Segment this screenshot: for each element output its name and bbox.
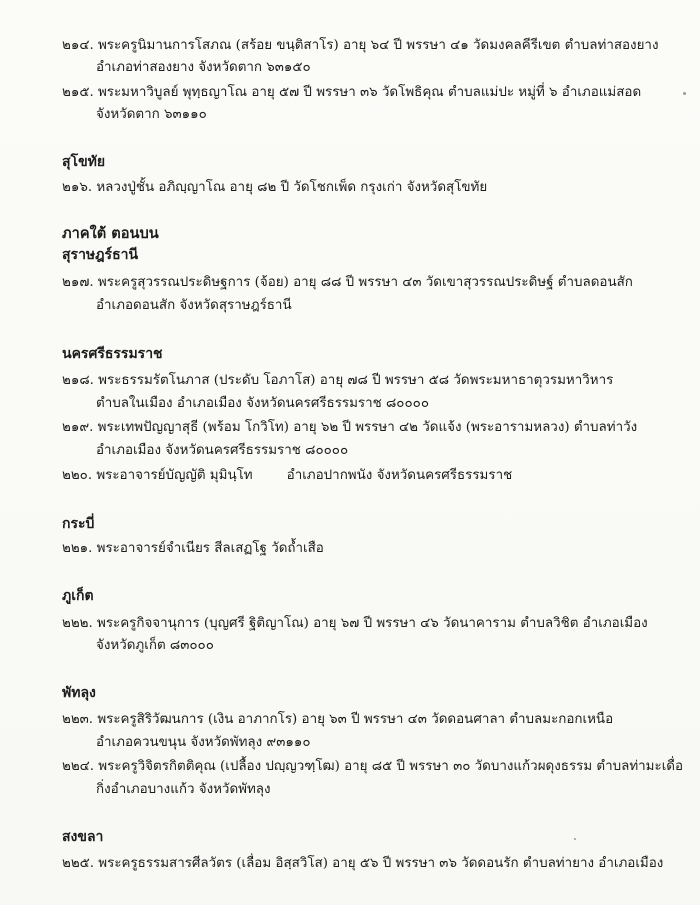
entry-224-line2: กิ่งอำเภอบางแก้ว จังหวัดพัทลุง xyxy=(96,782,271,797)
entry-218-line1: ๒๑๘. พระธรรมรัตโนภาส (ประดับ โอภาโส) อายุ ๗๘ ปี พรรษา ๕๘ วัดพระมหาธาตุวรมหาวิหาร xyxy=(62,373,614,388)
entry-214-line2: อำเภอท่าสองยาง จังหวัดตาก ๖๓๑๕๐ xyxy=(96,60,311,75)
entry-222-line2: จังหวัดภูเก็ต ๘๓๐๐๐ xyxy=(96,638,214,653)
entry-219-line2: อำเภอเมือง จังหวัดนครศรีธรรมราช ๘๐๐๐๐ xyxy=(96,443,349,458)
entry-216-line1: ๒๑๖. หลวงปู่ชั้น อภิญฺญาโณ อายุ ๘๒ ปี วัดโชกเพ็ด กรุงเก่า จังหวัดสุโขทัย xyxy=(62,180,488,195)
province-heading-phatthalung: พัทลุง xyxy=(62,685,96,701)
entry-218-line2: ตำบลในเมือง อำเภอเมือง จังหวัดนครศรีธรรมราช ๘๐๐๐๐ xyxy=(96,396,429,411)
entry-223-line1: ๒๒๓. พระครูสิริวัฒนการ (เงิน อาภากโร) อายุ ๖๓ ปี พรรษา ๔๓ วัดดอนศาลา ตำบลมะกอกเหนือ xyxy=(62,712,614,727)
entry-215-line2: จังหวัดตาก ๖๓๑๑๐ xyxy=(96,107,207,122)
region-heading-south-upper: ภาคใต้ ตอนบน xyxy=(62,225,159,242)
entry-219-line1: ๒๑๙. พระเทพปัญญาสุธี (พร้อม โกวิโท) อายุ ๖๒ ปี พรรษา ๔๒ วัดแจ้ง (พระอารามหลวง) ตำบลท่าวัง xyxy=(62,420,638,435)
province-heading-surat: สุราษฎร์ธานี xyxy=(62,247,139,263)
entry-223-line2: อำเภอควนขนุน จังหวัดพัทลุง ๙๓๑๑๐ xyxy=(96,735,311,750)
entry-217-line1: ๒๑๗. พระครูสุวรรณประดิษฐการ (จ้อย) อายุ ๘๘ ปี พรรษา ๔๓ วัดเขาสุวรรณประดิษฐ์ ตำบลดอนสัก xyxy=(62,275,633,290)
province-heading-nakhon: นครศรีธรรมราช xyxy=(62,346,163,362)
entry-214-line1: ๒๑๔. พระครูนิมานการโสภณ (สร้อย ขนฺติสาโร) อายุ ๖๔ ปี พรรษา ๔๑ วัดมงคลคีรีเขต ตำบลท่าสองยาง xyxy=(62,38,659,53)
entry-215-line1: ๒๑๕. พระมหาวิบูลย์ พุทฺธญาโณ อายุ ๕๗ ปี พรรษา ๓๖ วัดโพธิคุณ ตำบลแม่ปะ หมู่ที่ ๖ อำเภอแม่สอด xyxy=(62,85,642,100)
entry-222-line1: ๒๒๒. พระครูกิจจานุการ (บุญศรี ฐิติญาโณ) อายุ ๖๗ ปี พรรษา ๔๖ วัดนาคาราม ตำบลวิชิต อำเภอเมือง xyxy=(62,616,648,631)
province-heading-sukhothai: สุโขทัย xyxy=(62,154,106,170)
province-heading-krabi: กระบี่ xyxy=(62,516,95,532)
scan-speck xyxy=(574,838,576,840)
province-heading-songkhla: สงขลา xyxy=(62,829,104,845)
entry-224-line1: ๒๒๔. พระครูวิจิตรกิตติคุณ (เปลื้อง ปญฺญวฑฺโฒ) อายุ ๘๕ ปี พรรษา ๓๐ วัดบางแก้วผดุงธรรม ตำบลท่ามะเดื่อ xyxy=(62,759,684,774)
entry-220-line1: ๒๒๐. พระอาจารย์บัญญัติ มุมินฺโท อำเภอปากพนัง จังหวัดนครศรีธรรมราช xyxy=(62,468,513,483)
entry-221-line1: ๒๒๑. พระอาจารย์จำเนียร สีลเสฏโฐ วัดถ้ำเสือ xyxy=(62,541,324,556)
entry-217-line2: อำเภอดอนสัก จังหวัดสุราษฎร์ธานี xyxy=(96,298,292,313)
scan-speck xyxy=(683,92,686,95)
entry-225-line1: ๒๒๕. พระครูธรรมสารศีลวัตร (เลื่อม อิสฺสวิโส) อายุ ๕๖ ปี พรรษา ๓๖ วัดดอนรัก ตำบลท่ายาง อำเภอเมือง xyxy=(62,856,664,871)
province-heading-phuket: ภูเก็ต xyxy=(62,588,94,604)
